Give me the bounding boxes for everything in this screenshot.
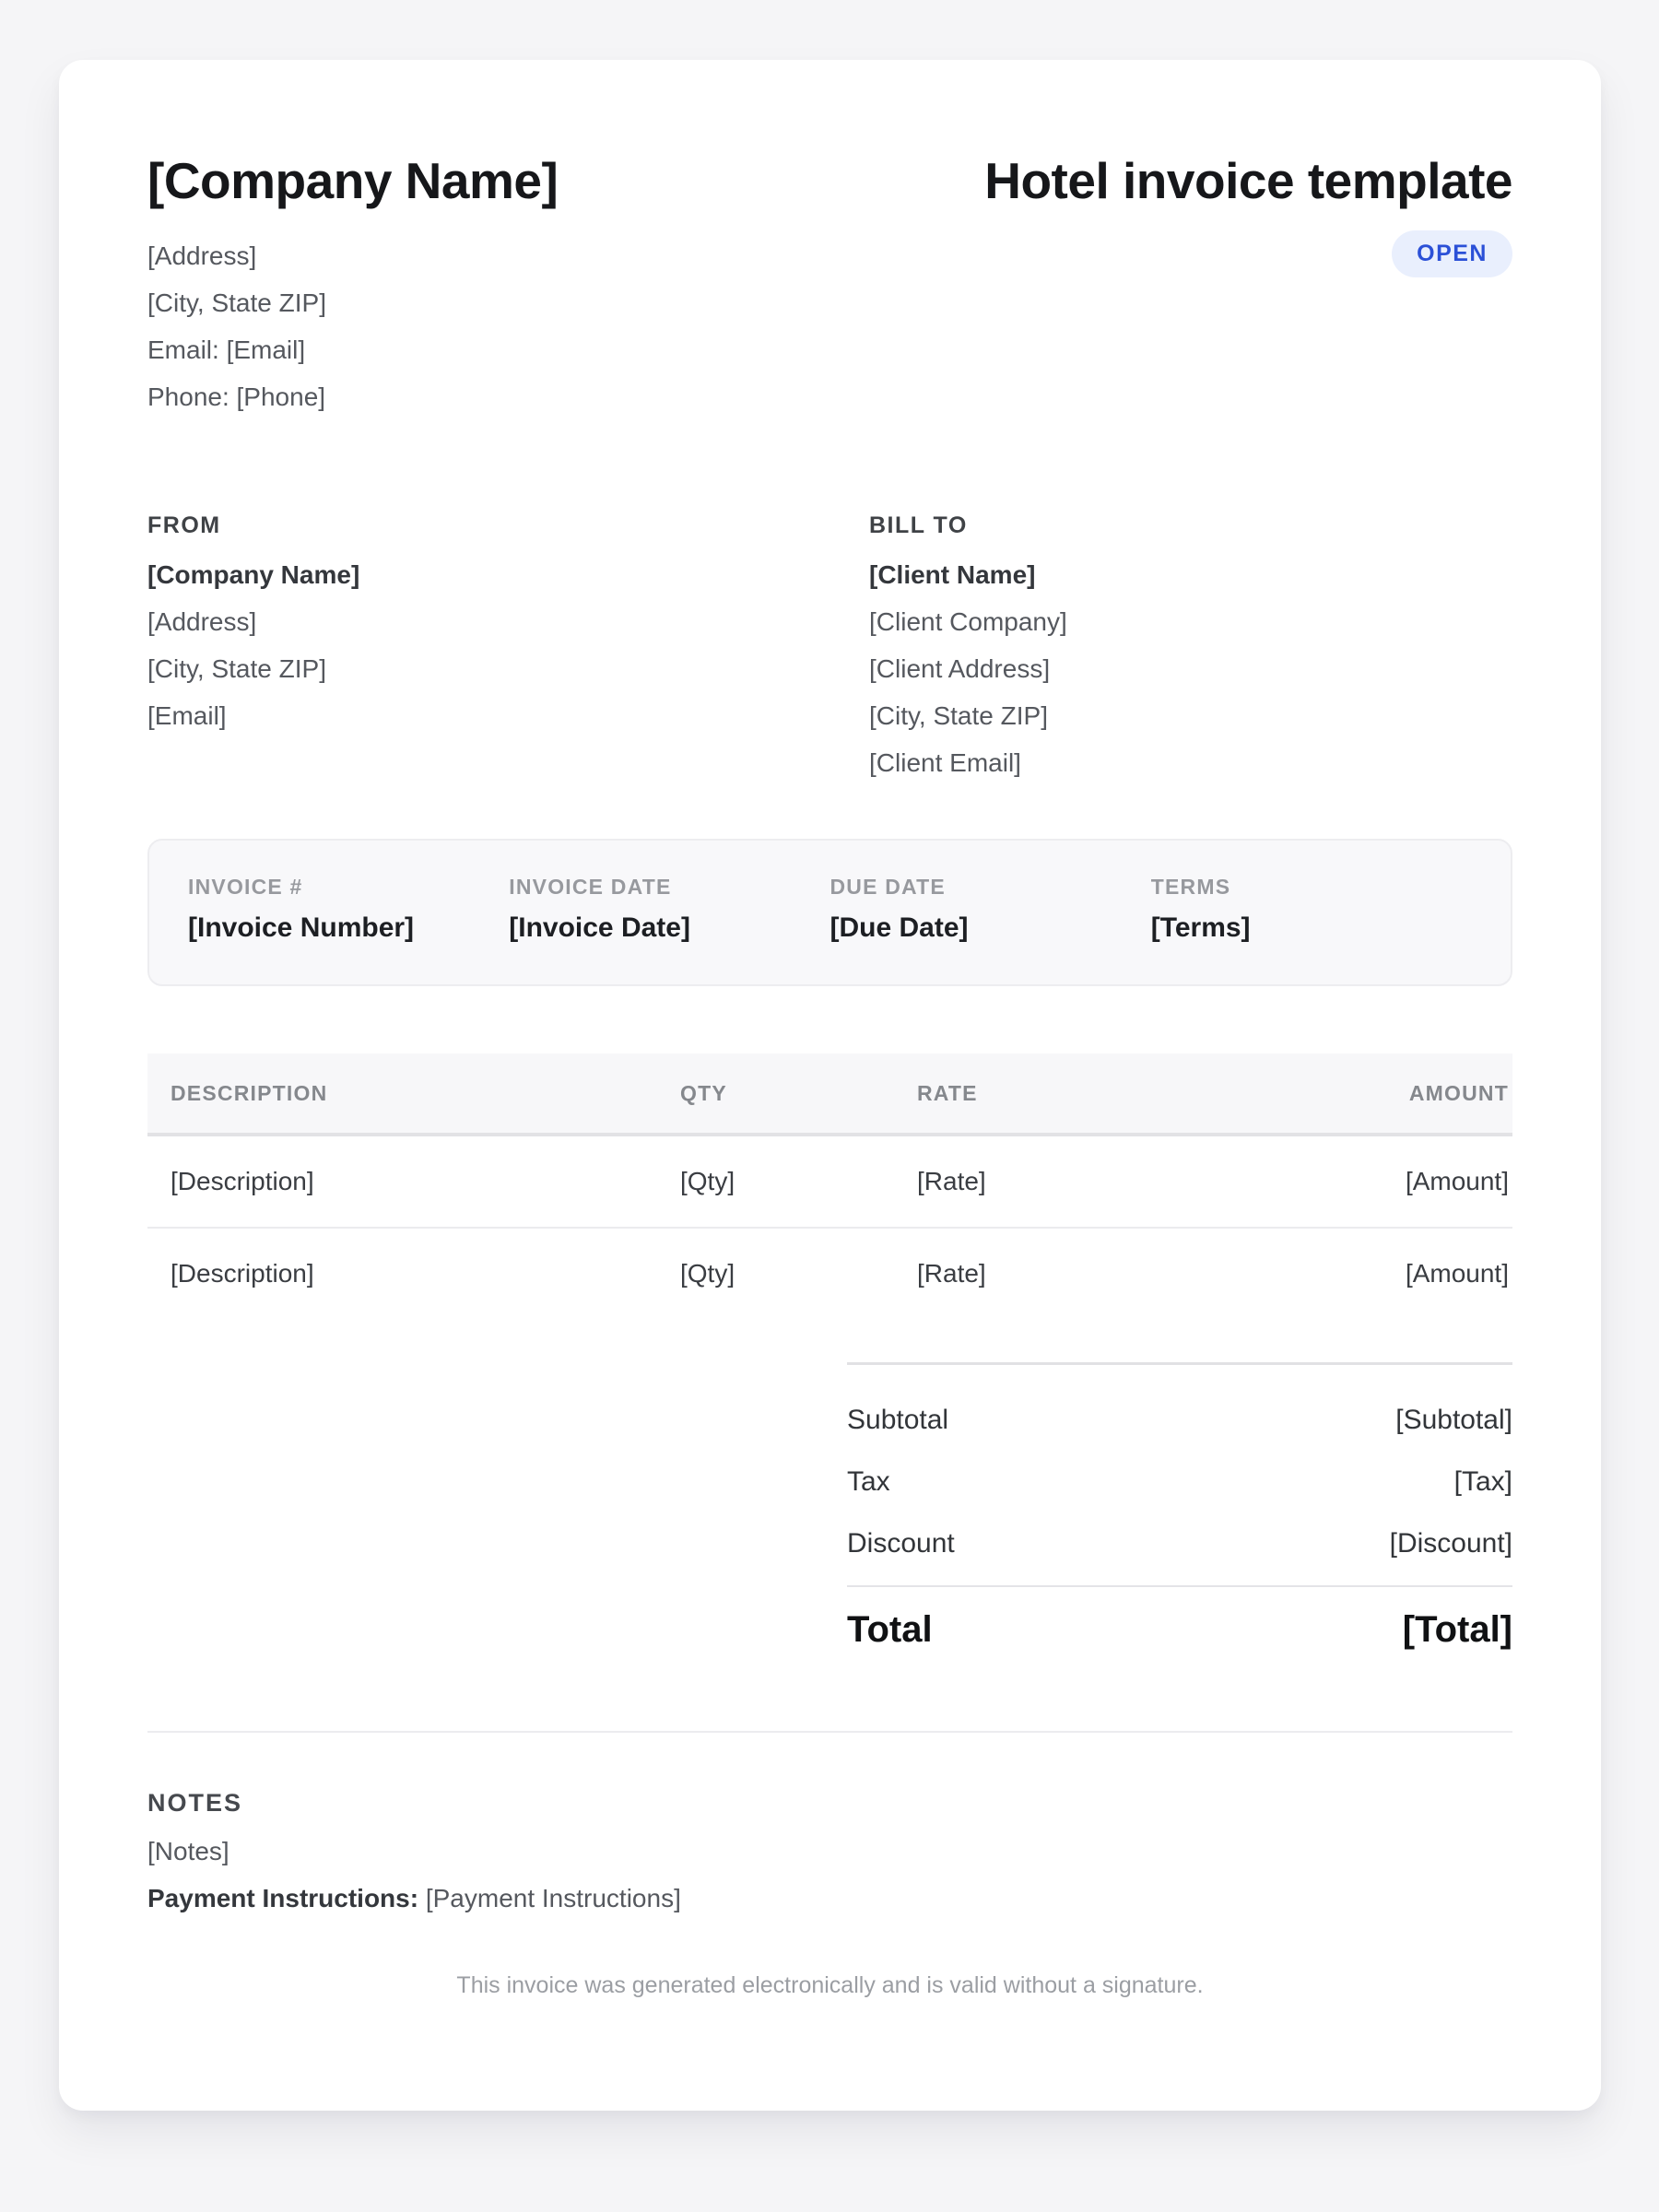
cell-description: [Description] [171, 1167, 314, 1195]
cell-rate: [Rate] [917, 1259, 986, 1288]
subtotal-label: Subtotal [847, 1404, 949, 1435]
discount-row [847, 1512, 1512, 1574]
meta-value: [Invoice Number] [188, 912, 415, 943]
tax-row [847, 1451, 1512, 1512]
total-value: [Total] [1402, 1609, 1512, 1650]
totals-section [847, 1362, 1512, 1652]
meta-value: [Due Date] [830, 912, 969, 943]
notes-heading: NOTES [147, 1789, 243, 1817]
meta-field-invoice-number [188, 874, 509, 951]
meta-value: [Invoice Date] [509, 912, 690, 943]
from-section [147, 512, 869, 786]
payment-instructions-line [147, 1880, 1512, 1917]
from-address-line: [Address] [147, 607, 257, 636]
from-email-line: [Email] [147, 701, 227, 730]
company-block [147, 152, 558, 420]
notes-body: [Notes] [147, 1837, 229, 1865]
bill-to-lines [869, 551, 1512, 786]
cell-rate: [Rate] [917, 1167, 986, 1195]
invoice-meta-box [147, 839, 1512, 986]
client-email-line: [Client Email] [869, 748, 1021, 777]
subtotal-row [847, 1389, 1512, 1451]
title-block [984, 152, 1512, 420]
client-name: [Client Name] [869, 560, 1036, 589]
meta-field-terms [1151, 874, 1472, 951]
total-row [847, 1587, 1512, 1652]
payment-instructions-label: Payment Instructions: [147, 1884, 426, 1912]
client-address-line: [Client Address] [869, 654, 1051, 683]
items-table [147, 1053, 1512, 1319]
open-status-badge[interactable]: OPEN [1392, 230, 1512, 277]
header-cell-amount: AMOUNT [1408, 1080, 1509, 1105]
client-company: [Client Company] [869, 607, 1067, 636]
company-name-heading: [Company Name] [147, 152, 559, 209]
from-company-name: [Company Name] [147, 560, 360, 589]
total-label: Total [847, 1609, 933, 1650]
meta-field-invoice-date [509, 874, 830, 951]
header-cell-description: DESCRIPTION [171, 1080, 328, 1105]
meta-label: DUE DATE [830, 875, 946, 899]
cell-qty: [Qty] [680, 1167, 735, 1195]
invoice-header [147, 60, 1512, 420]
meta-label: TERMS [1150, 875, 1231, 899]
bill-to-label: BILL TO [869, 512, 968, 538]
cell-qty: [Qty] [680, 1259, 735, 1288]
from-address-line: [City, State ZIP] [147, 654, 326, 683]
table-row [147, 1229, 1512, 1319]
notes-section [147, 1733, 1512, 1917]
footer-disclaimer: This invoice was generated electronically and is valid without a signature. [456, 1972, 1204, 1998]
tax-value: [Tax] [1453, 1465, 1512, 1497]
company-phone-line: Phone: [Phone] [147, 382, 326, 411]
invoice-card [59, 60, 1601, 2111]
meta-value: [Terms] [1150, 912, 1251, 943]
cell-description: [Description] [171, 1259, 314, 1288]
meta-label: INVOICE DATE [509, 875, 672, 899]
company-email-line: Email: [Email] [147, 335, 306, 364]
template-title: Hotel invoice template [984, 152, 1512, 209]
discount-label: Discount [847, 1527, 955, 1559]
header-cell-rate: RATE [917, 1080, 978, 1105]
table-row [147, 1136, 1512, 1229]
subtotal-value: [Subtotal] [1395, 1404, 1512, 1435]
company-address-line: [Address] [147, 241, 257, 270]
meta-field-due-date [830, 874, 1151, 951]
from-lines [147, 551, 869, 739]
cell-amount: [Amount] [1405, 1259, 1509, 1288]
discount-value: [Discount] [1389, 1527, 1512, 1559]
cell-amount: [Amount] [1405, 1167, 1509, 1195]
header-cell-qty: QTY [680, 1080, 727, 1105]
tax-label: Tax [847, 1465, 890, 1497]
client-address-line: [City, State ZIP] [869, 701, 1048, 730]
company-address-block [147, 232, 558, 420]
bill-to-section [869, 512, 1512, 786]
items-header-row [147, 1053, 1512, 1136]
parties-section [147, 512, 1512, 786]
meta-label: INVOICE # [188, 875, 303, 899]
company-address-line: [City, State ZIP] [147, 288, 326, 317]
from-label: FROM [147, 512, 221, 538]
payment-instructions-value: [Payment Instructions] [425, 1884, 681, 1912]
